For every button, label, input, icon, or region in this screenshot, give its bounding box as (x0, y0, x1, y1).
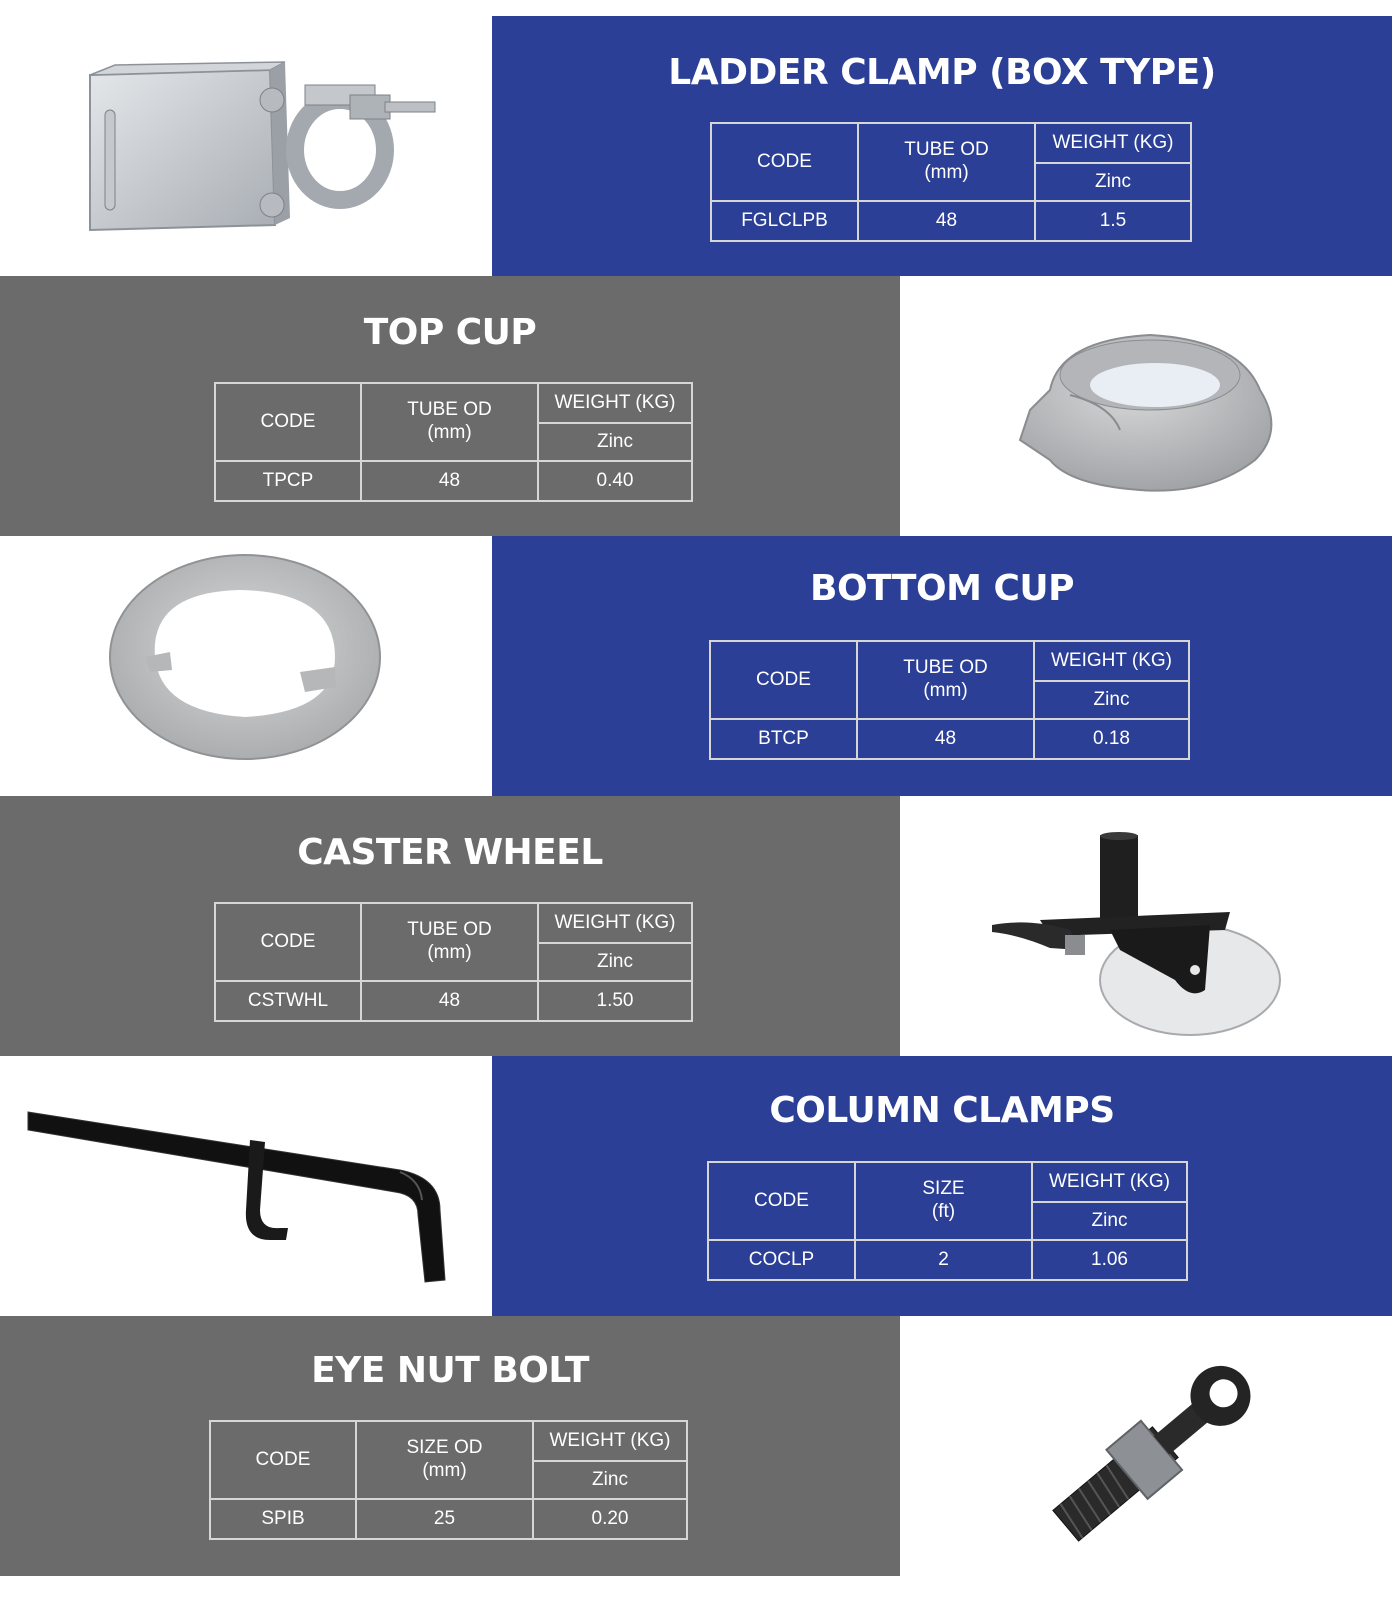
finish-header: Zinc (1035, 163, 1191, 201)
finish-header: Zinc (538, 943, 692, 981)
code-cell: FGLCLPB (711, 201, 858, 241)
product-title: COLUMN CLAMPS (769, 1090, 1115, 1131)
spec-table (710, 122, 1192, 242)
weight-cell: 1.5 (1035, 201, 1191, 241)
code-cell: TPCP (215, 461, 361, 501)
code-header: CODE (710, 641, 857, 719)
weight-cell: 1.50 (538, 981, 692, 1021)
ladder-clamp-panel (492, 16, 1392, 276)
bottom-cup-image (100, 552, 400, 772)
eye-nut-bolt-image (1020, 1335, 1280, 1570)
caster-wheel-panel (0, 796, 900, 1056)
dimension-header: TUBE OD (mm) (858, 123, 1035, 201)
spec-table (214, 382, 693, 502)
code-header: CODE (215, 383, 361, 461)
dimension-cell: 48 (361, 981, 538, 1021)
top-cup-image (1010, 320, 1290, 500)
product-title: BOTTOM CUP (810, 568, 1074, 609)
bottom-cup-panel (492, 536, 1392, 796)
code-cell: SPIB (210, 1499, 356, 1539)
eye-nut-bolt-panel (0, 1316, 900, 1576)
weight-cell: 0.20 (533, 1499, 687, 1539)
weight-cell: 0.40 (538, 461, 692, 501)
weight-header: WEIGHT (KG) (1032, 1162, 1187, 1202)
weight-cell: 0.18 (1034, 719, 1189, 759)
product-title: TOP CUP (363, 312, 537, 353)
spec-table (709, 640, 1190, 760)
code-header: CODE (215, 903, 361, 981)
dimension-cell: 48 (361, 461, 538, 501)
weight-header: WEIGHT (KG) (1035, 123, 1191, 163)
code-header: CODE (708, 1162, 855, 1240)
column-clamps-panel (492, 1056, 1392, 1316)
top-cup-panel (0, 276, 900, 536)
dimension-header: TUBE OD (mm) (361, 903, 538, 981)
column-clamp-image (20, 1100, 460, 1290)
caster-wheel-image (990, 830, 1290, 1040)
ladder-clamp-image (40, 40, 440, 250)
product-title: EYE NUT BOLT (311, 1350, 589, 1391)
weight-header: WEIGHT (KG) (1034, 641, 1189, 681)
product-title: CASTER WHEEL (297, 832, 603, 873)
weight-header: WEIGHT (KG) (538, 383, 692, 423)
spec-table (209, 1420, 688, 1540)
code-cell: COCLP (708, 1240, 855, 1280)
finish-header: Zinc (533, 1461, 687, 1499)
dimension-header: TUBE OD (mm) (361, 383, 538, 461)
dimension-cell: 48 (858, 201, 1035, 241)
finish-header: Zinc (1034, 681, 1189, 719)
dimension-cell: 2 (855, 1240, 1032, 1280)
weight-header: WEIGHT (KG) (533, 1421, 687, 1461)
dimension-cell: 25 (356, 1499, 533, 1539)
dimension-header: SIZE (ft) (855, 1162, 1032, 1240)
product-title: LADDER CLAMP (BOX TYPE) (668, 52, 1216, 93)
code-cell: BTCP (710, 719, 857, 759)
code-header: CODE (210, 1421, 356, 1499)
spec-table (214, 902, 693, 1022)
dimension-header: TUBE OD (mm) (857, 641, 1034, 719)
finish-header: Zinc (538, 423, 692, 461)
code-header: CODE (711, 123, 858, 201)
spec-table (707, 1161, 1188, 1281)
dimension-cell: 48 (857, 719, 1034, 759)
code-cell: CSTWHL (215, 981, 361, 1021)
finish-header: Zinc (1032, 1202, 1187, 1240)
dimension-header: SIZE OD (mm) (356, 1421, 533, 1499)
weight-header: WEIGHT (KG) (538, 903, 692, 943)
weight-cell: 1.06 (1032, 1240, 1187, 1280)
